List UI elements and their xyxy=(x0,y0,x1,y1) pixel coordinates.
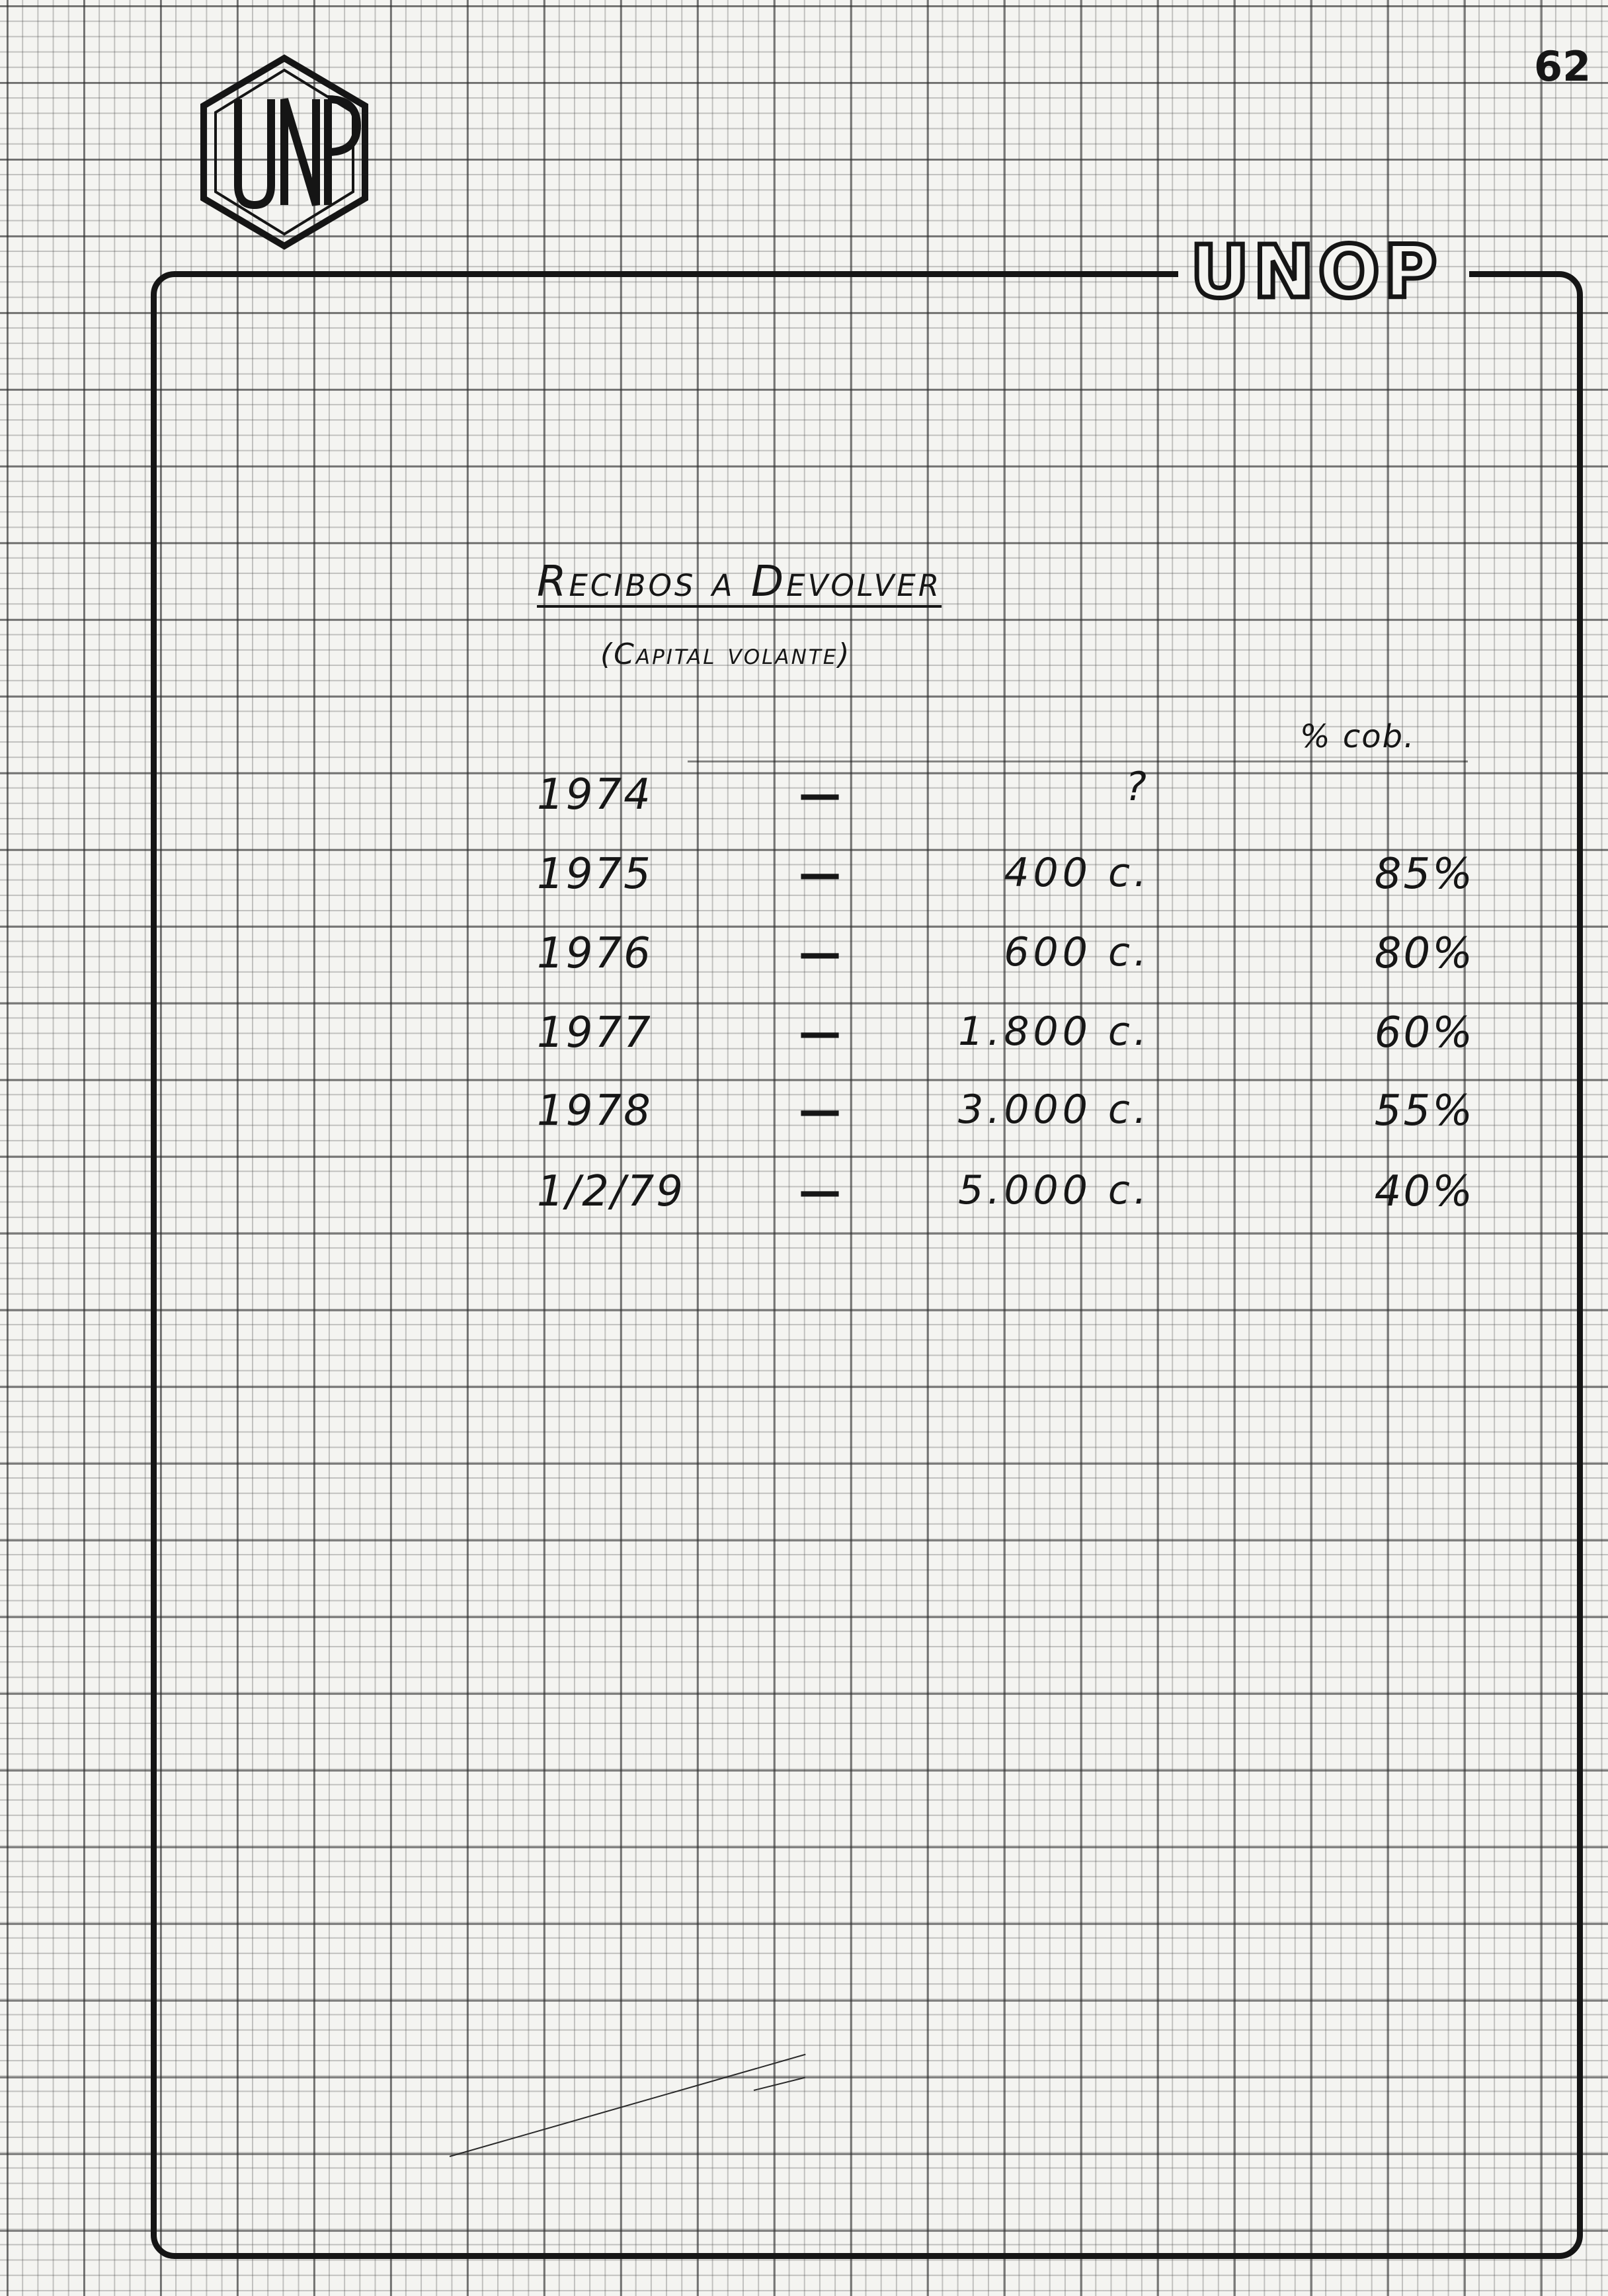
header-rule xyxy=(688,760,1468,762)
row-percent: 60% xyxy=(1374,1008,1474,1057)
row-year: 1978 xyxy=(537,1086,653,1135)
row-percent: 80% xyxy=(1374,929,1474,978)
page-title: Recibos a Devolver xyxy=(537,557,942,606)
row-year: 1976 xyxy=(537,929,653,978)
unop-logo xyxy=(192,53,377,251)
row-year: 1975 xyxy=(537,850,653,899)
row-amount: 600 c. xyxy=(1004,929,1150,975)
row-dash: — xyxy=(799,929,841,978)
page-number: 62 xyxy=(1534,42,1591,91)
row-amount: 3.000 c. xyxy=(958,1086,1150,1133)
page-subtitle: (Capital volante) xyxy=(600,637,852,671)
row-year: 1974 xyxy=(537,770,653,819)
row-year: 1977 xyxy=(537,1008,653,1057)
row-dash: — xyxy=(799,1086,841,1135)
column-header-percent: % cob. xyxy=(1300,718,1416,755)
row-percent: 85% xyxy=(1374,850,1474,899)
row-year: 1/2/79 xyxy=(537,1167,685,1216)
unop-wordmark: UNOP xyxy=(1190,229,1441,314)
row-percent: 55% xyxy=(1374,1086,1474,1135)
row-amount: 1.800 c. xyxy=(958,1008,1150,1055)
row-percent: 40% xyxy=(1374,1167,1474,1216)
row-amount: 5.000 c. xyxy=(958,1167,1150,1213)
row-amount: 400 c. xyxy=(1004,850,1150,896)
row-dash: — xyxy=(799,1167,841,1216)
row-dash: — xyxy=(799,850,841,899)
row-amount: ? xyxy=(1125,764,1150,810)
row-dash: — xyxy=(799,1008,841,1057)
row-dash: — xyxy=(799,770,841,819)
